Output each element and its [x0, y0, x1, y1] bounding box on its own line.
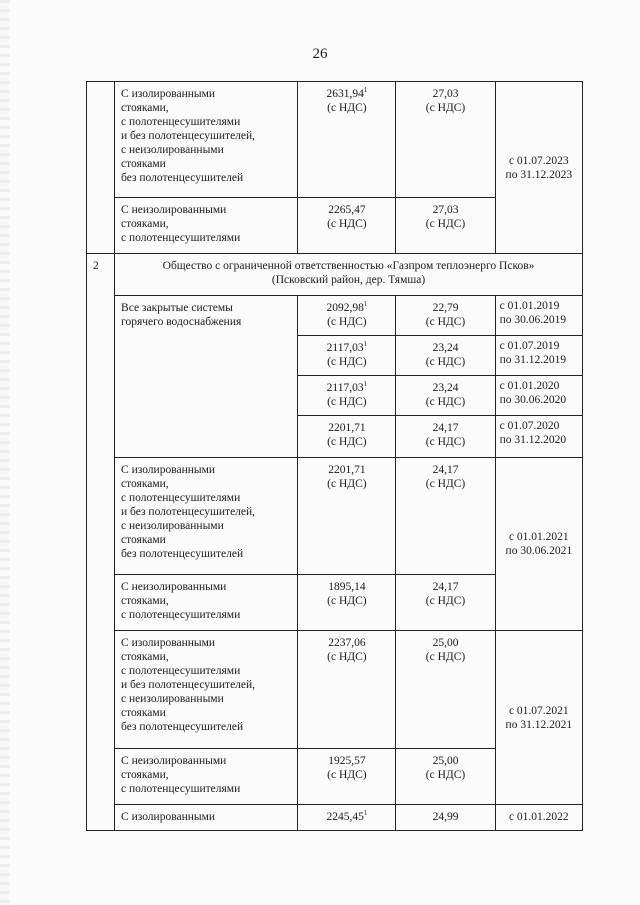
page-number: 26 [312, 46, 328, 62]
row-number-cell [87, 82, 115, 254]
price-per-m3-cell: 24,17 (с НДС) [396, 575, 495, 631]
description-cell: С неизолированными стояками, с полотенцесушителями [115, 198, 298, 254]
price-per-m3-cell: 27,03 (с НДС) [396, 198, 495, 254]
price-per-m3-cell: 22,79 (с НДС) [396, 296, 495, 336]
price-per-m3-cell: 25,00 (с НДС) [396, 631, 495, 749]
description-cell: С изолированными [115, 805, 298, 831]
tariff-table [86, 81, 583, 831]
period-cell: с 01.07.2021 по 31.12.2021 [495, 631, 582, 805]
price-per-gcal-cell: 2265,47 (с НДС) [298, 198, 396, 254]
price-per-m3-cell: 24,17 (с НДС) [396, 458, 495, 575]
description-cell: Все закрытые системы горячего водоснабжения [115, 296, 298, 458]
price-per-m3-cell: 25,00 (с НДС) [396, 749, 495, 805]
row-number-cell: 2 [87, 254, 115, 831]
table-row [87, 254, 583, 296]
period-cell: с 01.07.2023 по 31.12.2023 [495, 82, 582, 254]
period-cell: с 01.01.2022 [495, 805, 582, 831]
scan-edge [0, 0, 10, 905]
description-cell: С неизолированными стояками, с полотенцесушителями [115, 575, 298, 631]
description-cell: С изолированными стояками, с полотенцесушителями и без полотенцесушителей, с неизолированными стояками без полотенцесушителей [115, 631, 298, 749]
price-per-m3-cell: 23,24 (с НДС) [396, 376, 495, 416]
price-per-m3-cell: 24,17 (с НДС) [396, 416, 495, 458]
organization-header: Общество с ограниченной ответственностью «Газпром теплоэнерго Псков» (Псковский район, дер. Тямша) [115, 254, 583, 296]
price-per-gcal-cell: 2201,71 (с НДС) [298, 416, 396, 458]
price-per-gcal-cell: 2117,03$^1$ (с НДС) [298, 376, 396, 416]
price-per-gcal-cell: 2237,06 (с НДС) [298, 631, 396, 749]
price-per-gcal-cell: 2092,98$^1$ (с НДС) [298, 296, 396, 336]
price-per-m3-cell: 27,03 (с НДС) [396, 82, 495, 198]
description-cell: С изолированными стояками, с полотенцесушителями и без полотенцесушителей, с неизолированными стояками без полотенцесушителей [115, 82, 298, 198]
table-row [87, 805, 583, 831]
price-per-gcal-cell: 2201,71 (с НДС) [298, 458, 396, 575]
table-row [87, 296, 583, 336]
period-cell: с 01.01.2019 по 30.06.2019 [495, 296, 582, 336]
period-cell: с 01.01.2020 по 30.06.2020 [495, 376, 582, 416]
table-row [87, 631, 583, 749]
period-cell: с 01.07.2020 по 31.12.2020 [495, 416, 582, 458]
price-per-gcal-cell: 1925,57 (с НДС) [298, 749, 396, 805]
table-row [87, 82, 583, 198]
price-per-gcal-cell: 2631,94$^1$ (с НДС) [298, 82, 396, 198]
table-row [87, 458, 583, 575]
period-cell: с 01.01.2021 по 30.06.2021 [495, 458, 582, 631]
description-cell: С неизолированными стояками, с полотенцесушителями [115, 749, 298, 805]
description-cell: С изолированными стояками, с полотенцесушителями и без полотенцесушителей, с неизолированными стояками без полотенцесушителей [115, 458, 298, 575]
price-per-gcal-cell: 2117,03$^1$ (с НДС) [298, 336, 396, 376]
price-per-gcal-cell: 2245,45$^1$ [298, 805, 396, 831]
period-cell: с 01.07.2019 по 31.12.2019 [495, 336, 582, 376]
price-per-m3-cell: 23,24 (с НДС) [396, 336, 495, 376]
price-per-gcal-cell: 1895,14 (с НДС) [298, 575, 396, 631]
price-per-m3-cell: 24,99 [396, 805, 495, 831]
